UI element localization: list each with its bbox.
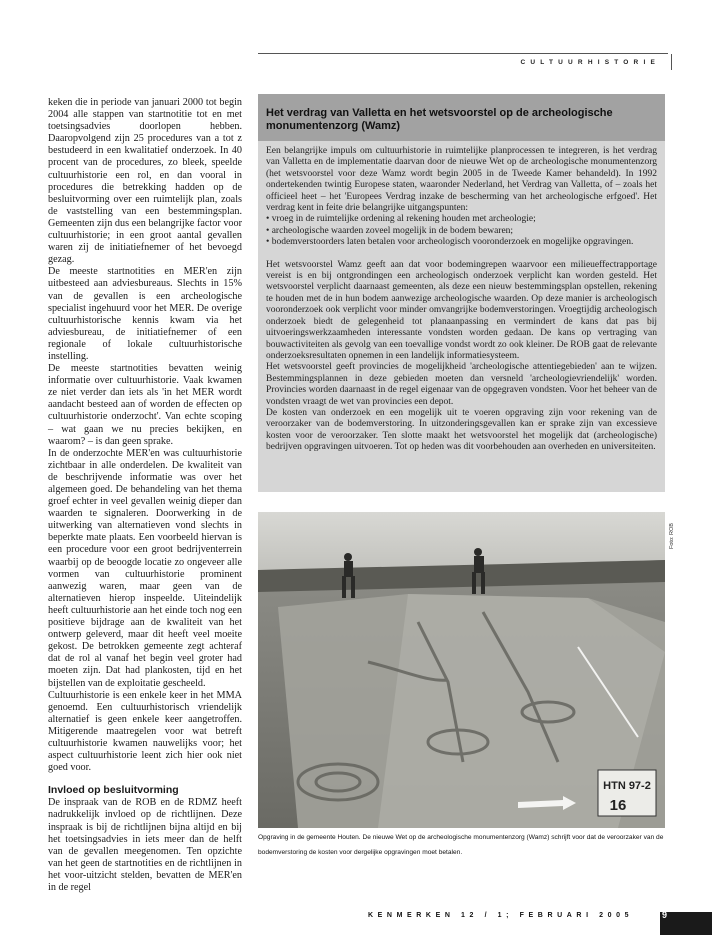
box-bullet: • vroeg in de ruimtelijke ordening al rekening houden met archeologie; <box>266 214 536 225</box>
page-tab <box>660 912 712 935</box>
section-heading: Invloed op besluitvorming <box>48 784 179 797</box>
photo-caption: Opgraving in de gemeente Houten. De nieuwe Wet op de archeologische monumentenzorg (Wamz) schrijft voor dat de veroorzaker van de bodemverstoring de kosten voor dergelijke opgravingen moet betalen. <box>258 834 664 856</box>
photo-sign-line1: HTN 97-2 <box>603 780 651 792</box>
box-bullet: • bodemverstoorders laten betalen voor archeologisch vooronderzoek en mogelijke opgravingen. <box>266 237 634 248</box>
left-paragraph: De inspraak van de ROB en de RDMZ heeft nadrukkelijk invloed op de richtlijnen. Deze inspraak is bij de richtlijnen bijna altijd en bij het toetsingsadvies in iets meer dan de helft van de gevallen meegenomen. Ten opzichte van het geen de startnotities en de richtlijnen in het voor-uitzicht stelden, bevatten de MER'en in de regel <box>48 797 242 893</box>
box-paragraph: De kosten van onderzoek en een mogelijk uit te voeren opgraving zijn voor rekening van de veroorzaker van de bodemverstoring. In uitzonderingsgevallen kan er sprake zijn van excessieve kosten voor de veroorzaker. Ten slotte maakt het wetsvoorstel het mogelijk dat (archeologische) bedrijven opgravingen uitvoeren. Tot op heden was dit voorbehouden aan overheden en universiteiten. <box>266 407 657 453</box>
section-label: CULTUURHISTORIE <box>520 59 660 66</box>
header-corner-mark <box>666 54 672 70</box>
left-paragraph: De meeste startnotities en MER'en zijn uitbesteed aan adviesbureaus. Slechts in 15% van de gevallen is een archeologische specialist ingehuurd voor het MER. De overige cultuurhistorische kennis kwam via het adviesbureau, de initiatiefnemer of een regionale of lokale cultuurhistorische instelling. <box>48 266 242 362</box>
left-paragraph: keken die in periode van januari 2000 tot begin 2004 alle stappen van startnotitie tot en met toetsingsadvies doorlopen hebben. Daaropvolgend zijn 25 procedures van a tot z bestudeerd in een kwalitatief onderzoek. In 40 procent van de procedures, zo bleek, speelde cultuurhistorie een rol, en dan vooral in procedures die betrekking hadden op de besluitvorming over een ruimtelijk plan, zoals de vaststelling van een bestemmingsplan. Gemeenten zijn dus een belangrijke factor voor cultuurhistorie; in een groot aantal gevallen waren zij de initiatiefnemer of het bevoegd gezag. <box>48 97 242 266</box>
left-paragraph: De meeste startnotities bevatten weinig informatie over cultuurhistorie. Vaak kwamen ze niet verder dan iets als 'in het MER wordt aandacht besteed aan of worden de effecten op cultuurhistorie onderzocht'. Van echte scoping – wat gaan we nu precies bekijken, en waarom? – is dan geen sprake. <box>48 363 242 447</box>
photo-sign-line2: 16 <box>609 797 627 814</box>
box-paragraph: Een belangrijke impuls om cultuurhistorie in ruimtelijke planprocessen te integreren, is het verdrag van Valletta en de implementatie daarvan door de nieuwe Wet op de archeologische monumentenzorg (het wetsvoorstel voor deze Wamz wordt begin 2005 in de Tweede Kamer behandeld). In 1992 ondertekenden twintig Europese staten, waaronder Nederland, het Verdrag van Valletta, of – zoals het officieel heet – het 'Europees Verdrag inzake de bescherming van het archeologische erfgoed'. Het verdrag kent in feite drie belangrijke uitgangspunten: <box>266 146 657 214</box>
left-paragraph: In de onderzochte MER'en was cultuurhistorie zichtbaar in alle onderdelen. De kwaliteit van de beschrijvende informatie was over het algemeen goed. De behandeling van het thema groef echter in veel gevallen weinig dieper dan waarden te signaleren. Doorwerking in de uitwerking van alternatieven vond slechts in beperkte mate plaats. Een voorbeeld hiervan is een procedure voor een groot bedrijventerrein waarbij op de beoogde locatie zo ongeveer alle vormen van cultuurhistorie prominent aanwezig waren, maar geen van de alternatieven hierop inspeelde. Uiteindelijk heeft cultuurhistorie aan het einde toch nog een positieve bijdrage aan de kwaliteit van het ontwerp geleverd, maar dit heeft veel moeite gekost. De betrokken gemeente zegt achteraf dat de rol al vanaf het begin veel groter had moeten zijn. Dat had plankosten, tijd en het bijstellen van de exploitatie gescheeld. <box>48 447 242 689</box>
box-paragraph: Het wetsvoorstel Wamz geeft aan dat voor bodemingrepen waarvoor een milieueffectrapportage vereist is en bij ontgrondingen een archeologisch onderzoek verplicht kan worden gesteld. Het wetsvoorstel verplicht daarnaast gemeenten, als deze een nieuw bestemmingsplan opstellen, rekening te houden met de in hun bodem aanwezige archeologische waarden. Op deze manier is archeologisch vooronderzoek ook verplicht voor minder omvangrijke bodemverstoringen. Vroegtijdig archeologisch onderzoek biedt de gelegenheid tot planaanpassing en vermindert de kans dat pas bij uitvoeringswerkzaamheden interessante vondsten worden gedaan. De kans op vertraging van bouwactiviteiten als gevolg van een toevallige vondst wordt zo ook kleiner. De ROB gaat de relevante onderzoeksresultaten opnemen in een landelijk informatiesysteem. <box>266 259 657 361</box>
left-paragraph: Cultuurhistorie is een enkele keer in het MMA genoemd. Een cultuurhistorisch vriendelijk alternatief is geen enkele keer aangetroffen. Mitigerende maatregelen voor wat betreft cultuurhistorie kwamen nauwelijks voor; het aspect cultuurhistorie leent zich hier ook niet goed voor. <box>48 689 242 774</box>
footer-text: KENMERKEN 12 / 1; FEBRUARI 2005 <box>368 912 634 919</box>
sidebar-box-title: Het verdrag van Valletta en het wetsvoorstel op de archeologische monumentenzorg (Wamz) <box>258 94 665 141</box>
excavation-photo-drawing <box>258 512 665 828</box>
photo-credit: Foto: ROB <box>669 523 675 549</box>
box-bullet: • archeologische waarden zoveel mogelijk in de bodem bewaren; <box>266 225 514 236</box>
sidebar-box <box>258 94 665 492</box>
page-number: 9 <box>662 910 668 920</box>
left-column <box>48 97 242 894</box>
box-paragraph: Het wetsvoorstel geeft provincies de mogelijkheid 'archeologische attentiegebieden' aan te wijzen. Bestemmingsplannen in deze gebieden moeten dan versneld 'archeologievriendelijk' worden. Provincies worden daarnaast in de regel eigenaar van de opgegraven vondsten. Voor het beheer van de vondsten vraagt de wet van provincies een depot. <box>266 362 657 407</box>
excavation-photo <box>258 512 665 828</box>
header-rule <box>258 53 668 54</box>
sidebar-box-body <box>258 141 665 454</box>
